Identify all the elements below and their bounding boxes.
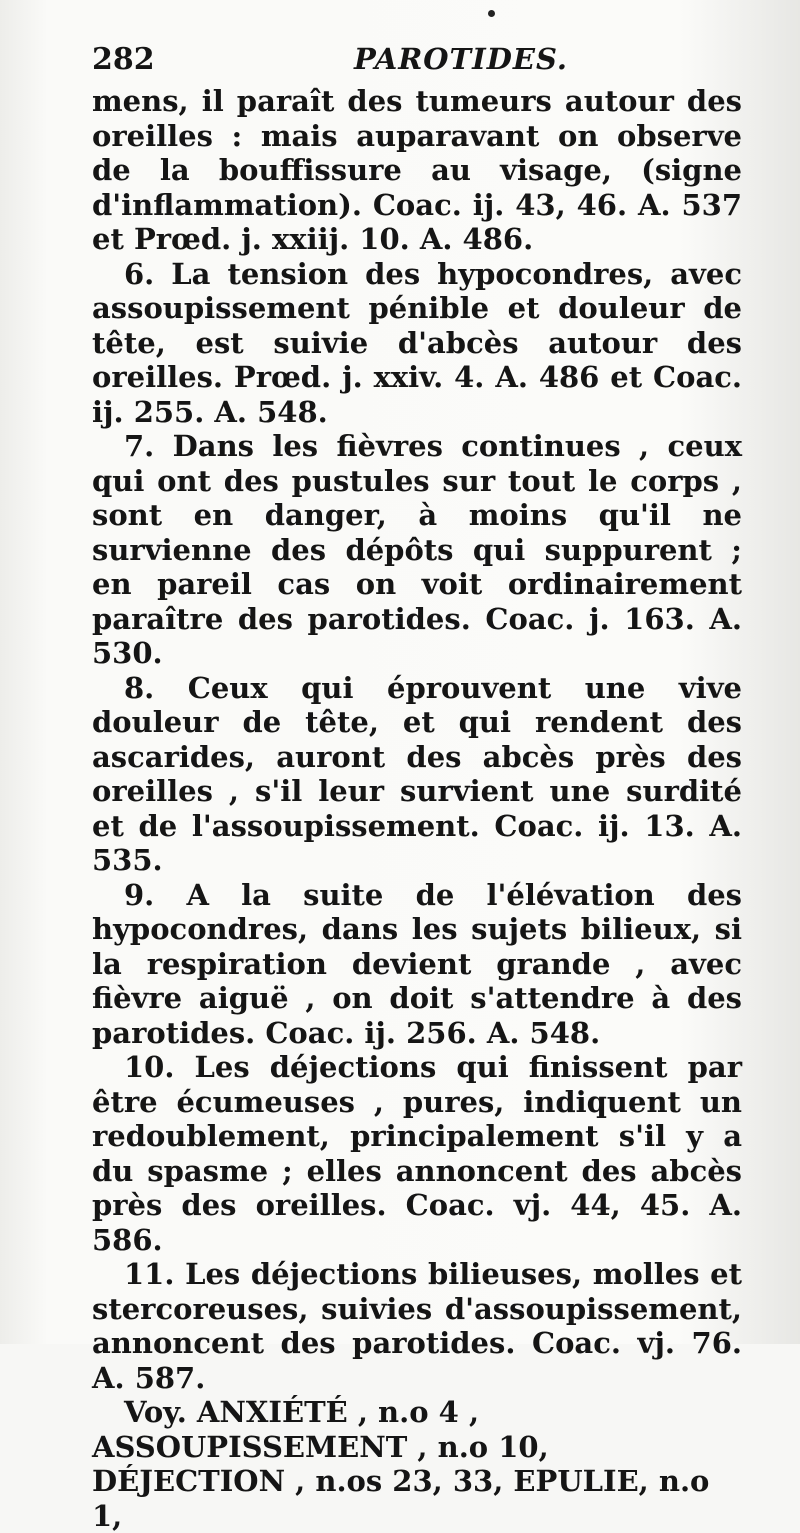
paragraph-7: 7. Dans les fièvres continues , ceux qui ont des pustules sur tout le corps , sont en danger, à moins qu'il ne survienne des dépôts qui suppurent ; en pareil cas on voit ordinairement paraître des parotides. Coac. j. 163. A. 530.: [92, 429, 742, 670]
page-number: 282: [92, 42, 155, 77]
paragraph-6: 6. La tension des hypocondres, avec assoupissement pénible et douleur de tête, est suivie d'abcès autour des oreilles. Prœd. j. xxiv. 4. A. 486 et Coac. ij. 255. A. 548.: [92, 256, 742, 429]
paragraph-continued: mens, il paraît des tumeurs autour des oreilles : mais auparavant on observe de la bouffissure au visage, (signe d'inflammation). Coac. ij. 43, 46. A. 537 et Prœd. j. xxiij. 10. A. 486.: [92, 84, 742, 256]
running-title: PAROTIDES.: [354, 42, 568, 76]
body-text: [92, 84, 742, 1533]
paragraph-voy-references: Voy. ANXIÉTÉ , n.o 4 , ASSOUPISSEMENT , n.o 10, DÉJECTION , n.os 23, 33, EPULIE, n.o 1,: [92, 1395, 710, 1533]
paragraph-10: 10. Les déjections qui finissent par être écumeuses , pures, indiquent un redoublement, principalement s'il y a du spasme ; elles annoncent des abcès près des oreilles. Coac. vj. 44, 45. A. 586.: [92, 1050, 742, 1257]
paragraph-9: 9. A la suite de l'élévation des hypocondres, dans les sujets bilieux, si la respiration devient grande , avec fièvre aiguë , on doit s'attendre à des parotides. Coac. ij. 256. A. 548.: [92, 877, 742, 1050]
page-header: [92, 42, 752, 82]
paragraph-11: 11. Les déjections bilieuses, molles et stercoreuses, suivies d'assoupissement, annoncent des parotides. Coac. vj. 76. A. 587.: [92, 1257, 742, 1395]
ink-dot: [488, 10, 495, 17]
paragraph-8: 8. Ceux qui éprouvent une vive douleur de tête, et qui rendent des ascarides, auront des abcès près des oreilles , s'il leur survient une surdité et de l'assoupissement. Coac. ij. 13. A. 535.: [92, 670, 742, 877]
